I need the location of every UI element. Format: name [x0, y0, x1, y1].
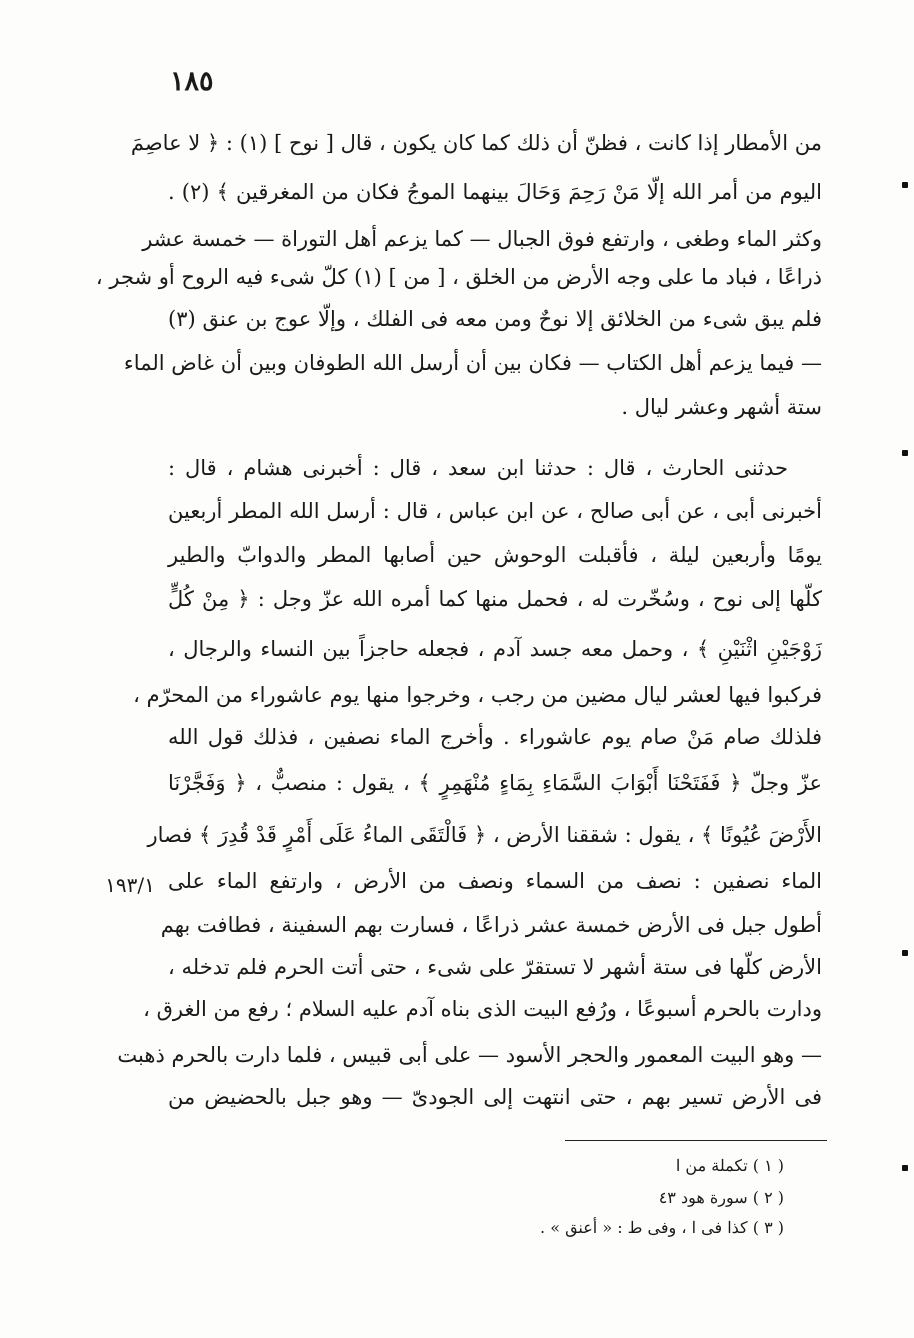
text-line: الأَرْضَ عُيُونًا ﴾ ، يقول : شققنا الأرض ، ﴿ فَالْتَقَى الماءُ عَلَى أَمْرٍ قَدْ قُدِرَ ﴾ فصار	[147, 823, 822, 847]
margin-reference: ١٩٣/١	[105, 873, 155, 897]
text-line: — فيما يزعم أهل الكتاب — فكان بين أن أرسل الله الطوفان وبين أن غاض الماء	[123, 351, 822, 375]
text-line: اليوم من أمر الله إلّا مَنْ رَحِمَ وَحَالَ بينهما الموجُ فكان من المغرقين ﴾ (٢) .	[168, 180, 823, 204]
footnote-divider	[565, 1140, 827, 1141]
text-line: فركبوا فيها لعشر ليال مضين من رجب ، وخرجوا منها يوم عاشوراء من المحرّم ،	[133, 683, 822, 707]
scan-edge-mark	[902, 950, 908, 956]
text-line: عزّ وجلّ ﴿ فَفَتَحْنَا أَبْوَابَ السَّمَاءِ بِمَاءٍ مُنْهَمِرٍ ﴾ ، يقول : منصبٌّ ، ﴿ وَفَجَّرْنَا	[168, 771, 822, 795]
scan-edge-mark	[902, 1165, 908, 1171]
text-line: حدثنى الحارث ، قال : حدثنا ابن سعد ، قال : أخبرنى هشام ، قال :	[168, 456, 788, 480]
text-line: أطول جبل فى الأرض خمسة عشر ذراعًا ، فسارت بهم السفينة ، فطافت بهم	[160, 913, 822, 937]
text-line: يومًا وأربعين ليلة ، فأقبلت الوحوش حين أصابها المطر والدوابّ والطير	[168, 543, 822, 567]
text-line: ستة أشهر وعشر ليال .	[621, 395, 822, 419]
text-line: فى الأرض تسير بهم ، حتى انتهت إلى الجودىّ — وهو جبل بالحضيض من	[168, 1085, 822, 1109]
text-line: الماء نصفين : نصف من السماء ونصف من الأرض ، وارتفع الماء على	[168, 869, 822, 893]
text-line: الأرض كلّها فى ستة أشهر لا تستقرّ على شىء ، حتى أتت الحرم فلم تدخله ،	[168, 955, 822, 979]
text-line: ذراعًا ، فباد ما على وجه الأرض من الخلق ، [ من ] (١) كلّ شىء فيه الروح أو شجر ،	[95, 265, 822, 289]
text-line: ودارت بالحرم أسبوعًا ، ورُفع البيت الذى بناه آدم عليه السلام ؛ رفع من الغرق ،	[143, 997, 822, 1021]
text-line: أخبرنى أبى ، عن أبى صالح ، عن ابن عباس ، قال : أرسل الله المطر أربعين	[168, 499, 822, 523]
scan-edge-mark	[902, 182, 908, 188]
text-line: من الأمطار إذا كانت ، فظنّ أن ذلك كما كان يكون ، قال [ نوح ] (١) : ﴿ لا عاصِمَ	[130, 131, 822, 155]
page-number: ١٨٥	[170, 66, 214, 97]
scan-edge-mark	[902, 450, 908, 456]
text-line: وكثر الماء وطغى ، وارتفع فوق الجبال — كما يزعم أهل التوراة — خمسة عشر	[142, 227, 822, 251]
text-line: كلّها إلى نوح ، وسُخّرت له ، فحمل منها كما أمره الله عزّ وجل : ﴿ مِنْ كُلٍّ	[168, 587, 822, 611]
footnote: ( ٢ ) سورة هود ٤٣	[658, 1188, 784, 1207]
text-line: زَوْجَيْنِ اثْنَيْنِ ﴾ ، وحمل معه جسد آدم ، فجعله حاجزاً بين النساء والرجال ،	[168, 637, 822, 661]
text-line: فلم يبق شىء من الخلائق إلا نوحٌ ومن معه فى الفلك ، وإلّا عوج بن عنق (٣)	[168, 307, 822, 331]
footnote: ( ١ ) تكملة من ا	[675, 1156, 784, 1175]
text-line: فلذلك صام مَنْ صام يوم عاشوراء . وأخرج الماء نصفين ، فذلك قول الله	[168, 725, 822, 749]
footnote: ( ٣ ) كذا فى ا ، وفى ط : « أعنق » .	[540, 1218, 784, 1237]
text-line: — وهو البيت المعمور والحجر الأسود — على أبى قبيس ، فلما دارت بالحرم ذهبت	[117, 1043, 822, 1067]
